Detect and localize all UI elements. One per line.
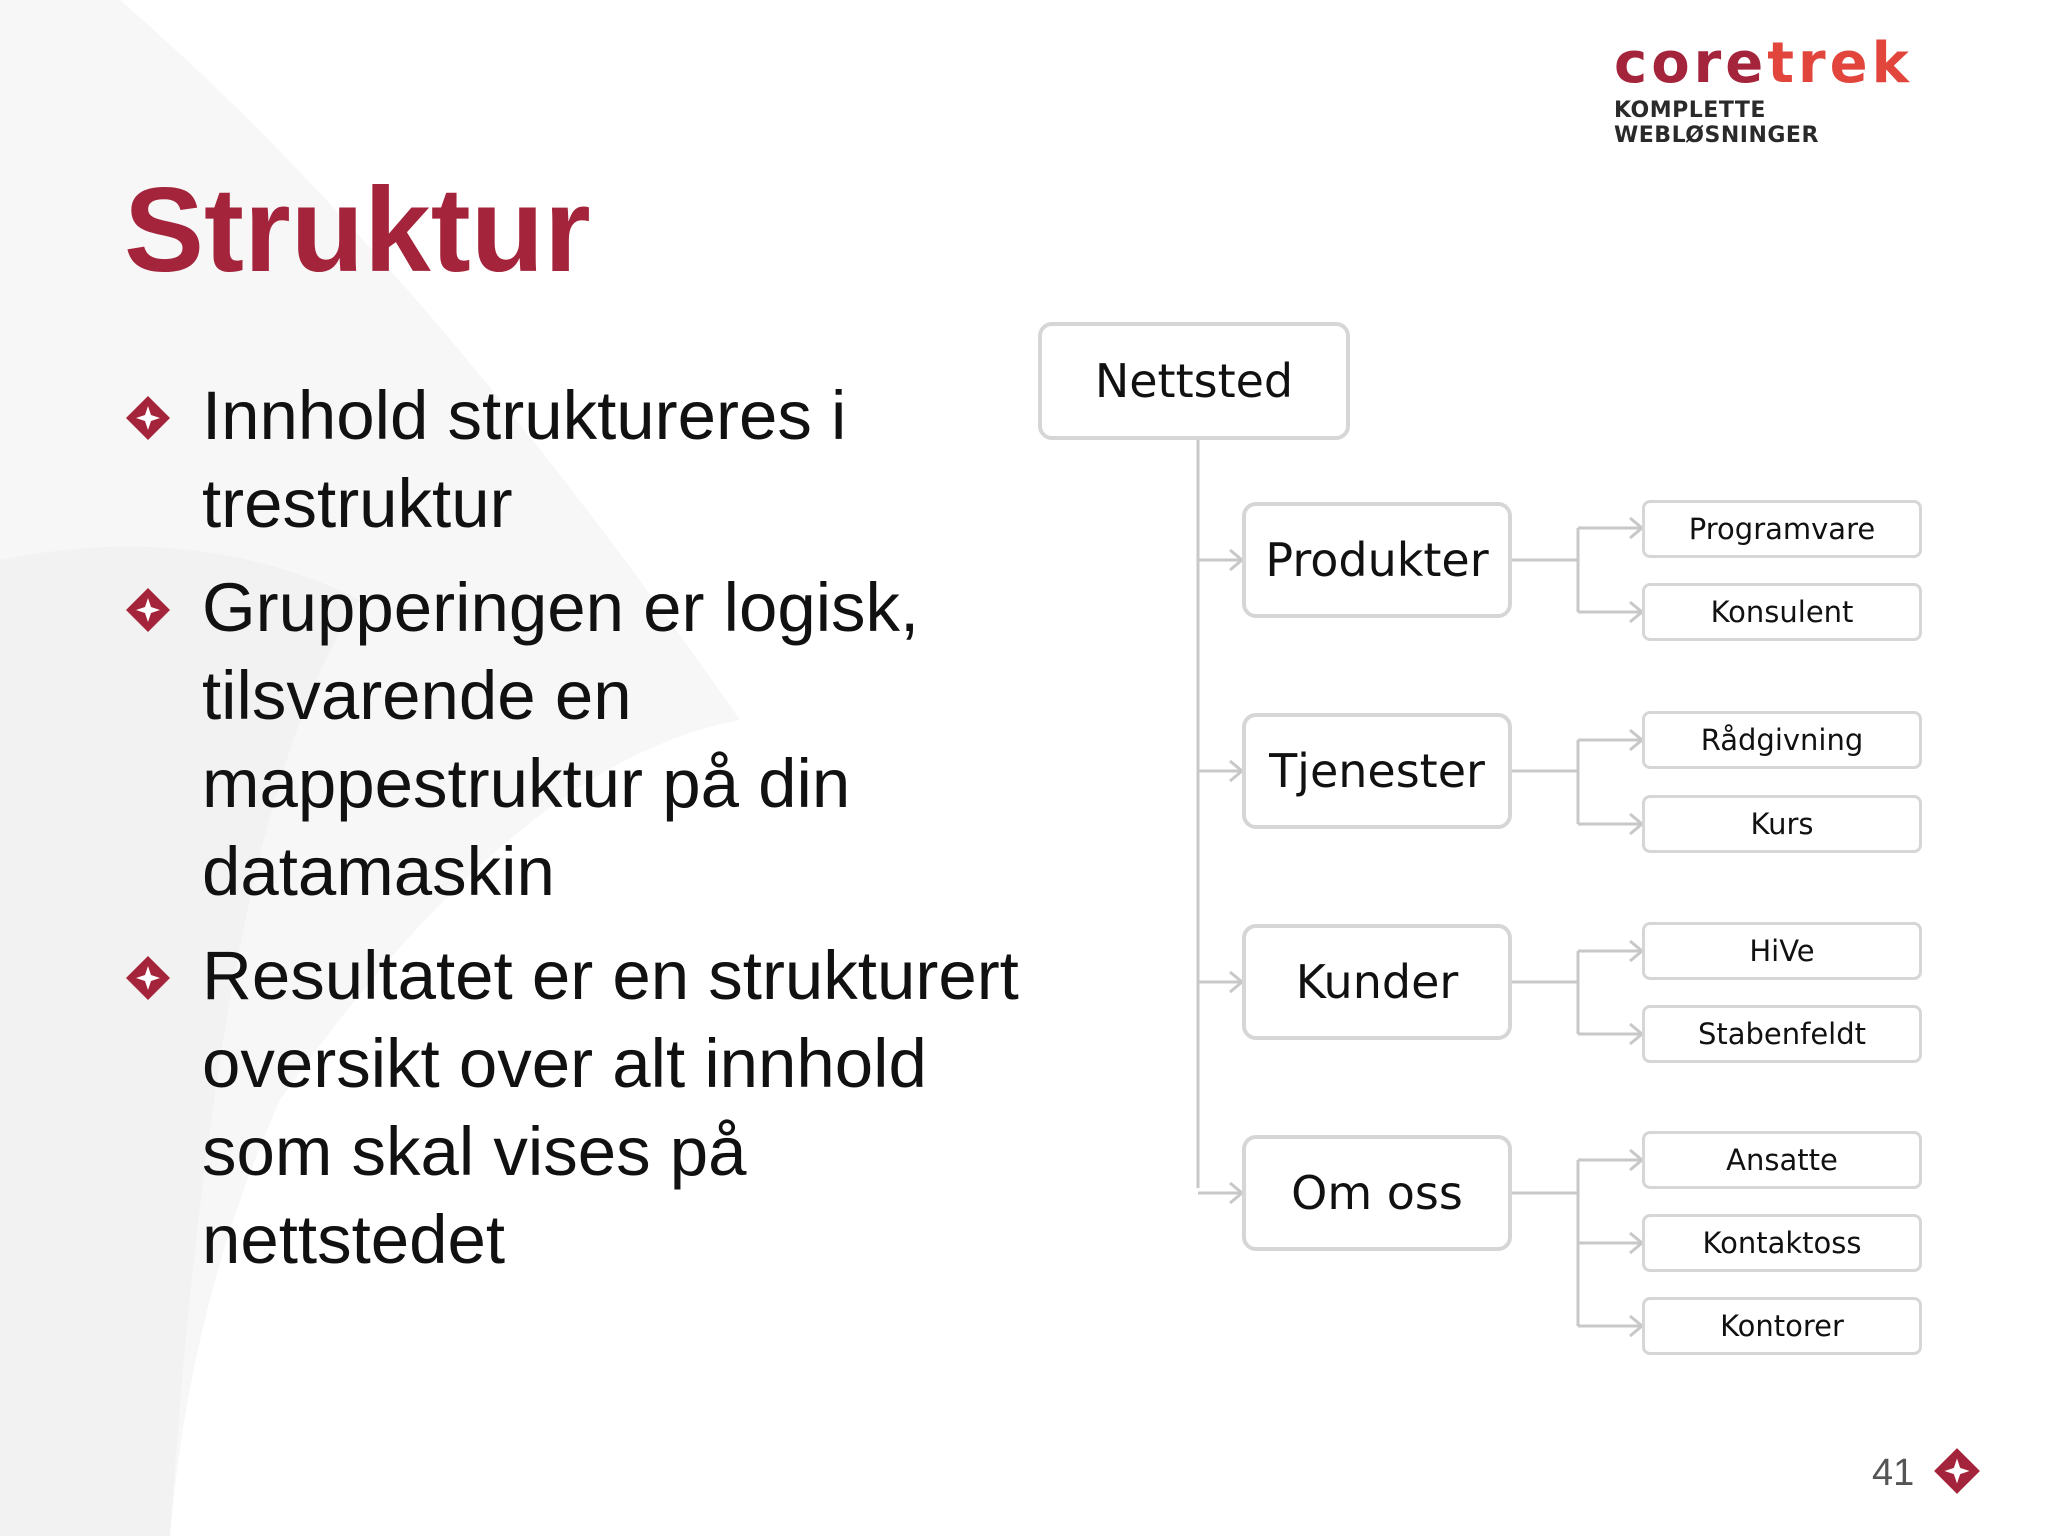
logo-wordmark: coretrek — [1614, 31, 1913, 96]
bullet-text: Grupperingen er logisk, tilsvarende en mappestruktur på din datamaskin — [202, 569, 920, 910]
tree-node-kunder: Kunder — [1242, 924, 1512, 1040]
tree-leaf-hive: HiVe — [1642, 922, 1922, 980]
tree-node-om-oss: Om oss — [1242, 1135, 1512, 1251]
logo-tagline: KOMPLETTE WEBLØSNINGER — [1614, 98, 1819, 148]
tree-leaf-konsulent: Konsulent — [1642, 583, 1922, 641]
tree-leaf-stabenfeldt: Stabenfeldt — [1642, 1005, 1922, 1063]
tree-leaf-kontaktoss: Kontaktoss — [1642, 1214, 1922, 1272]
tree-leaf-ansatte: Ansatte — [1642, 1131, 1922, 1189]
bullet-text: Resultatet er en strukturert oversikt over alt innhold som skal vises på nettstedet — [202, 937, 1019, 1278]
slide-title: Struktur — [124, 163, 591, 297]
diamond-footer-icon — [1932, 1446, 1982, 1496]
tree-leaf-radgivning: Rådgivning — [1642, 711, 1922, 769]
page-number: 41 — [1872, 1452, 1915, 1494]
tree-leaf-kurs: Kurs — [1642, 795, 1922, 853]
tree-node-tjenester: Tjenester — [1242, 713, 1512, 829]
tree-node-produkter: Produkter — [1242, 502, 1512, 618]
tree-leaf-programvare: Programvare — [1642, 500, 1922, 558]
tree-leaf-kontorer: Kontorer — [1642, 1297, 1922, 1355]
bullet-text: Innhold struktureres i trestruktur — [202, 377, 847, 542]
tree-node-root: Nettsted — [1038, 322, 1350, 440]
